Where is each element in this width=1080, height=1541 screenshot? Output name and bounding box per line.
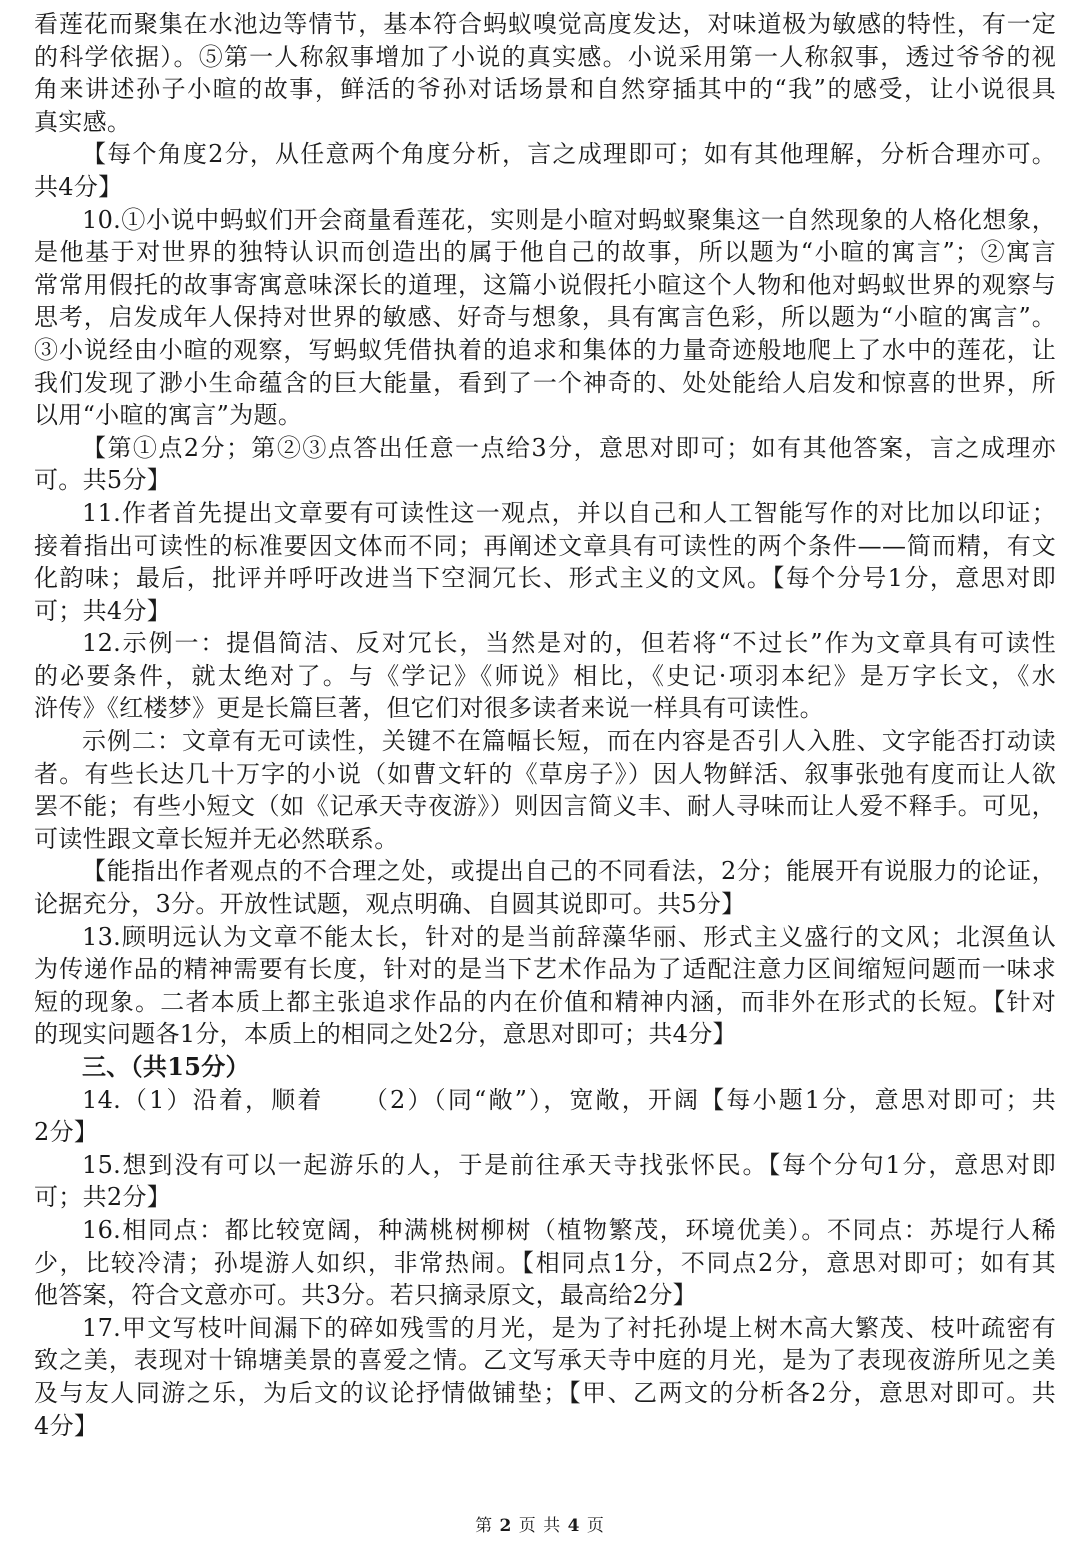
text-line: 他答案，符合文意亦可。共3分。若只摘录原文，最高给2分】 <box>34 1281 697 1310</box>
text-line: ③小说经由小暄的观察，写蚂蚁凭借执着的追求和集体的力量奇迹般地爬上了水中的莲花，让 <box>34 335 1056 364</box>
text-line: 论据充分，3分。开放性试题，观点明确、自圆其说即可。共5分】 <box>34 890 746 919</box>
text-line: 可；共4分】 <box>34 596 172 625</box>
text-line: 示例二：文章有无可读性，关键不在篇幅长短，而在内容是否引人入胜、文字能否打动读 <box>82 727 1056 756</box>
text-line: 12.示例一：提倡简洁、反对冗长，当然是对的，但若将“不过长”作为文章具有可读性 <box>82 629 1056 658</box>
text-line: 是他基于对世界的独特认识而创造出的属于他自己的故事，所以题为“小暄的寓言”；②寓言 <box>34 238 1056 267</box>
text-line: 可；共2分】 <box>34 1183 172 1212</box>
text-line: 罢不能；有些小短文（如《记承天寺夜游》）则因言简义丰、耐人寻味而让人爱不释手。可见， <box>34 792 1056 821</box>
text-line: 的现实问题各1分，本质上的相同之处2分，意思对即可；共4分】 <box>34 1020 737 1049</box>
text-line: 看莲花而聚集在水池边等情节，基本符合蚂蚁嗅觉高度发达，对味道极为敏感的特性，有一定 <box>34 10 1056 38</box>
text-line: 可。共5分】 <box>34 466 172 495</box>
text-line: 4分】 <box>34 1411 99 1440</box>
text-line: 【能指出作者观点的不合理之处，或提出自己的不同看法，2分；能展开有说服力的论证， <box>82 857 1056 886</box>
text-line: 浒传》《红楼梦》更是长篇巨著，但它们对很多读者来说一样具有可读性。 <box>34 694 824 723</box>
text-line: 常常用假托的故事寄寓意味深长的道理，这篇小说假托小暄这个人物和他对蚂蚁世界的观察与 <box>34 270 1056 299</box>
text-line: 11.作者首先提出文章要有可读性这一观点，并以自己和人工智能写作的对比加以印证； <box>82 498 1056 527</box>
text-line: 10.①小说中蚂蚁们开会商量看莲花，实则是小暄对蚂蚁聚集这一自然现象的人格化想象， <box>82 205 1056 234</box>
text-line: 13.顾明远认为文章不能太长，针对的是当前辞藻华丽、形式主义盛行的文风；北溟鱼认 <box>82 922 1056 951</box>
text-line: 接着指出可读性的标准要因文体而不同；再阐述文章具有可读性的两个条件——简而精，有文 <box>34 531 1056 560</box>
section-heading: 三、（共15分） <box>82 1052 250 1081</box>
footer-current-page: 2 <box>499 1516 513 1536</box>
text-line: 少，比较冷清；孙堤游人如织，非常热闹。【相同点1分，不同点2分，意思对即可；如有其 <box>34 1248 1056 1277</box>
text-line: 的科学依据）。⑤第一人称叙事增加了小说的真实感。小说采用第一人称叙事，透过爷爷的视 <box>34 42 1056 71</box>
text-line: 化韵味；最后，批评并呼吁改进当下空洞冗长、形式主义的文风。【每个分号1分，意思对即 <box>34 564 1056 593</box>
text-line: 思考，启发成年人保持对世界的敏感、好奇与想象，具有寓言色彩，所以题为“小暄的寓言”。 <box>34 303 1056 332</box>
text-line: 【每个角度2分，从任意两个角度分析，言之成理即可；如有其他理解，分析合理亦可。 <box>82 140 1056 169</box>
text-line: 真实感。 <box>34 107 132 136</box>
footer-prefix: 第 <box>475 1516 494 1536</box>
text-line: 及与友人同游之乐，为后文的议论抒情做铺垫；【甲、乙两文的分析各2分，意思对即可。共 <box>34 1378 1056 1407</box>
text-line: 者。有些长达几十万字的小说（如曹文轩的《草房子》）因人物鲜活、叙事张弛有度而让人欲 <box>34 759 1056 788</box>
text-line: 共4分】 <box>34 172 123 201</box>
answer-key-page <box>34 8 1056 1442</box>
text-line: 可读性跟文章长短并无必然联系。 <box>34 824 399 853</box>
text-line: 17.甲文写枝叶间漏下的碎如残雪的月光，是为了衬托孙堤上树木高大繁茂、枝叶疏密有 <box>82 1313 1056 1342</box>
text-line: 角来讲述孙子小暄的故事，鲜活的爷孙对话场景和自然穿插其中的“我”的感受，让小说很具 <box>34 75 1056 104</box>
text-line: 16.相同点：都比较宽阔，种满桃树柳树（植物繁茂，环境优美）。不同点：苏堤行人稀 <box>82 1215 1056 1244</box>
text-line: 2分】 <box>34 1118 99 1147</box>
text-line: 15.想到没有可以一起游乐的人，于是前往承天寺找张怀民。【每个分句1分，意思对即 <box>82 1150 1056 1179</box>
text-line: 致之美，表现对十锦塘美景的喜爱之情。乙文写承天寺中庭的月光，是为了表现夜游所见之美 <box>34 1346 1056 1375</box>
text-line: 【第①点2分；第②③点答出任意一点给3分，意思对即可；如有其他答案，言之成理亦 <box>82 433 1056 462</box>
text-line: 为传递作品的精神需要有长度，针对的是当下艺术作品为了适配注意力区间缩短问题而一味求 <box>34 955 1056 984</box>
text-line: 以用“小暄的寓言”为题。 <box>34 401 303 430</box>
footer-total-pages: 4 <box>567 1516 581 1536</box>
text-line: 短的现象。二者本质上都主张追求作品的内在价值和精神内涵，而非外在形式的长短。【针对 <box>34 987 1056 1016</box>
text-line: 我们发现了渺小生命蕴含的巨大能量，看到了一个神奇的、处处能给人启发和惊喜的世界，所 <box>34 368 1056 397</box>
text-line: 的必要条件，就太绝对了。与《学记》《师说》相比，《史记·项羽本纪》是万字长文，《水 <box>34 661 1056 690</box>
footer-suffix: 页 <box>586 1516 605 1536</box>
footer-middle: 页 共 <box>518 1516 562 1536</box>
text-line: 14.（1）沿着，顺着 （2）（同“敞”），宽敞，开阔【每小题1分，意思对即可；共 <box>82 1085 1056 1114</box>
page-footer <box>0 1516 1080 1536</box>
